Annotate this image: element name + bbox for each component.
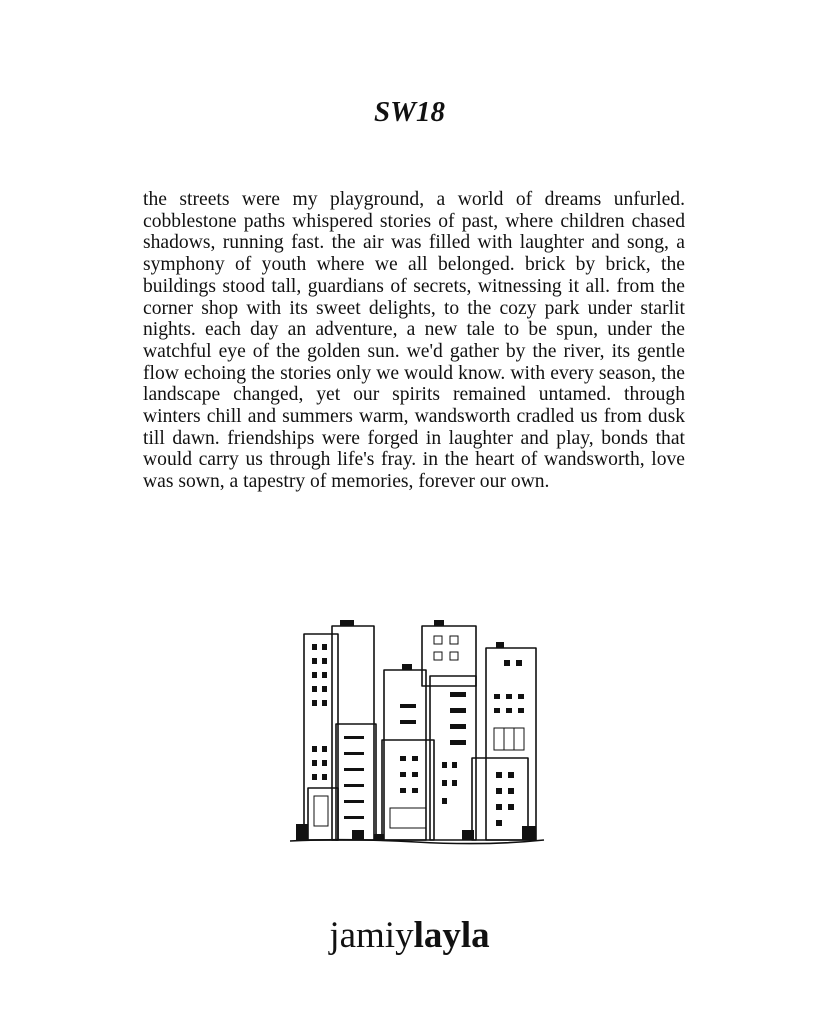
signature-bold: layla bbox=[413, 915, 490, 956]
signature-regular: jamiy bbox=[329, 915, 414, 956]
page-title: SW18 bbox=[374, 96, 445, 128]
signature bbox=[0, 914, 819, 957]
poem-text: the streets were my playground, a world of dreams unfurled. cobblestone paths whispered stories of past, where children chased shadows, running fast. the air was filled with laughter and song, a symphony of youth where we all belonged. brick by brick, the buildings stood tall, guardians of secrets, witnessing it all. from the corner shop with its sweet delights, to the cozy park under starlit nights. each day an adventure, a new tale to be spun, under the watchful eye of the golden sun. we'd gather by the river, its gentle flow echoing the stories only we would know. with every season, the landscape changed, yet our spirits remained untamed. through winters chill and summers warm, wandsworth cradled us from dusk till dawn. friendships were forged in laughter and play, bonds that would carry us through life's fray. in the heart of wandsworth, love was sown, a tapestry of memories, forever our own. bbox=[143, 189, 685, 493]
city-buildings-illustration bbox=[286, 612, 548, 852]
